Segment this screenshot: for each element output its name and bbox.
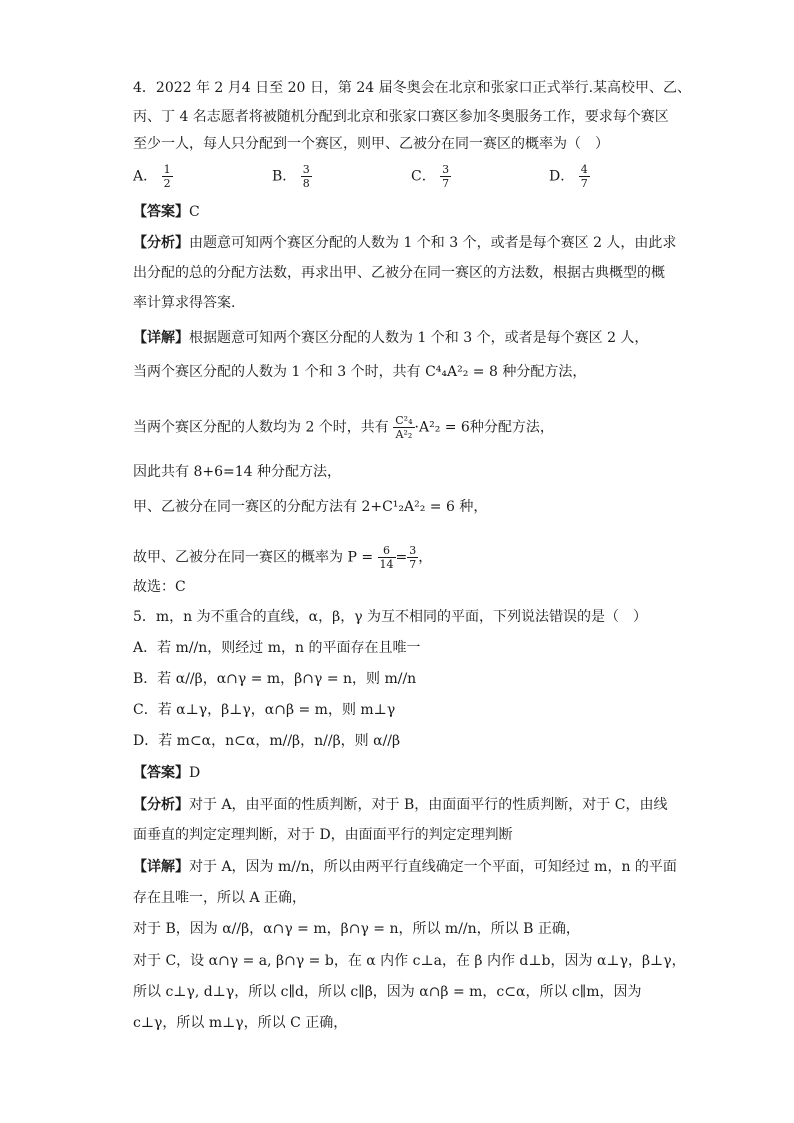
q4-stem-line-2: 丙、丁 4 名志愿者将被随机分配到北京和张家口赛区参加冬奥服务工作，要求每个赛区: [133, 109, 669, 125]
q4-stem-line-1: 4．2022 年 2 月4 日至 20 日，第 24 届冬奥会在北京和张家口正式举行.某高校甲、乙、: [133, 80, 692, 96]
q4-detail-line-6: 故甲、乙被分在同一赛区的概率为 P = $\frac{6}{14}$ = $\frac{3}{7}$ ，: [133, 544, 433, 571]
option-letter: D．: [549, 168, 575, 185]
option-letter: A．: [133, 168, 158, 185]
q5-analysis-line-2: 面垂直的判定定理判断，对于 D，由面面平行的判定定理判断: [133, 827, 513, 843]
q4-analysis-line-3: 率计算求得答案.: [133, 295, 236, 311]
analysis-tag: 【分析】: [133, 797, 189, 813]
q4-option-d: [549, 163, 590, 190]
q5-detail-line-5: 所以 c⊥γ, d⊥γ，所以 c∥d，所以 c∥β，因为 α∩β = m，c⊂α，所以 c∥m，因为: [133, 984, 642, 1000]
q5-answer: [133, 763, 200, 783]
option-letter: B．: [272, 168, 297, 185]
q4-detail-line-5: 甲、乙被分在同一赛区的分配方法有 2+C¹₂A²₂ = 6 种，: [133, 499, 488, 515]
option-letter: C．: [411, 168, 436, 185]
q5-analysis-line-1: 【分析】对于 A，由平面的性质判断，对于 B，由面面平行的性质判断，对于 C，由线: [133, 797, 668, 813]
q5-detail-line-1: 【详解】对于 A，因为 m//n，所以由两平行直线确定一个平面，可知经过 m，n 的平面: [133, 859, 677, 875]
answer-tag: 【答案】: [133, 204, 189, 220]
answer-value: D: [189, 765, 201, 781]
option-fraction: $\frac{3}{8}$: [302, 163, 310, 190]
q4-detail-line-2: 当两个赛区分配的人数为 1 个和 3 个时，共有 C⁴₄A²₂ = 8 种分配方法，: [133, 364, 587, 380]
q4-option-c: [411, 163, 451, 190]
q4-analysis-line-2: 出分配的总的分配方法数，再求出甲、乙被分在同一赛区的方法数，根据古典概型的概: [133, 265, 665, 281]
answer-value: C: [189, 204, 200, 220]
q5-option-a: A．若 m//n，则经过 m，n 的平面存在且唯一: [133, 640, 421, 656]
q4-stem-line-3: 至少一人，每人只分配到一个赛区，则甲、乙被分在同一赛区的概率为（ ）: [133, 136, 609, 152]
answer-tag: 【答案】: [133, 765, 189, 781]
q4-detail-line-3: 当两个赛区分配的人数均为 2 个时，共有 $\frac{\text{C²₄}}{\text{A²₂}}$ ·A²₂ = 6种分配方法，: [133, 414, 554, 441]
analysis-tag: 【分析】: [133, 235, 189, 251]
q5-detail-line-3: 对于 B，因为 α//β，α∩γ = m，β∩γ = n，所以 m//n，所以 B 正确，: [133, 921, 580, 937]
q4-analysis-line-1: 【分析】由题意可知两个赛区分配的人数为 1 个和 3 个，或者是每个赛区 2 人，由此求: [133, 235, 677, 251]
q4-detail-line-1: 【详解】根据题意可知两个赛区分配的人数为 1 个和 3 个，或者是每个赛区 2 人，: [133, 330, 649, 346]
probability-fraction-1: $\frac{6}{14}$: [379, 544, 394, 571]
detail-tag: 【详解】: [133, 330, 189, 346]
probability-fraction-2: $\frac{3}{7}$: [409, 544, 417, 571]
q4-option-a: [133, 163, 173, 190]
q5-stem: 5．m，n 为不重合的直线，α，β，γ 为互不相同的平面，下列说法错误的是（ ）: [133, 609, 648, 625]
detail-tag: 【详解】: [133, 859, 189, 875]
q5-option-d: D．若 m⊂α，n⊂α，m//β，n//β，则 α//β: [133, 733, 401, 749]
q5-detail-line-4: 对于 C，设 α∩γ = a, β∩γ = b，在 α 内作 c⊥a，在 β 内作 d⊥b，因为 α⊥γ，β⊥γ，: [133, 953, 686, 969]
q5-option-b: B．若 α//β，α∩γ = m，β∩γ = n，则 m//n: [133, 671, 417, 687]
q5-option-c: C．若 α⊥γ，β⊥γ，α∩β = m，则 m⊥γ: [133, 702, 396, 718]
q5-detail-line-6: c⊥γ，所以 m⊥γ，所以 C 正确，: [133, 1015, 348, 1031]
combination-fraction: $\frac{\text{C²₄}}{\text{A²₂}}$: [395, 414, 413, 441]
option-fraction: $\frac{3}{7}$: [442, 163, 450, 190]
q5-detail-line-2: 存在且唯一，所以 A 正确，: [133, 890, 307, 906]
q4-option-b: [272, 163, 312, 190]
option-fraction: $\frac{4}{7}$: [580, 163, 588, 190]
q4-answer: [133, 202, 200, 222]
q4-detail-line-7: 故选：C: [133, 579, 186, 595]
option-fraction: $\frac{1}{2}$: [163, 163, 171, 190]
q4-detail-line-4: 因此共有 8+6=14 种分配方法，: [133, 464, 341, 480]
